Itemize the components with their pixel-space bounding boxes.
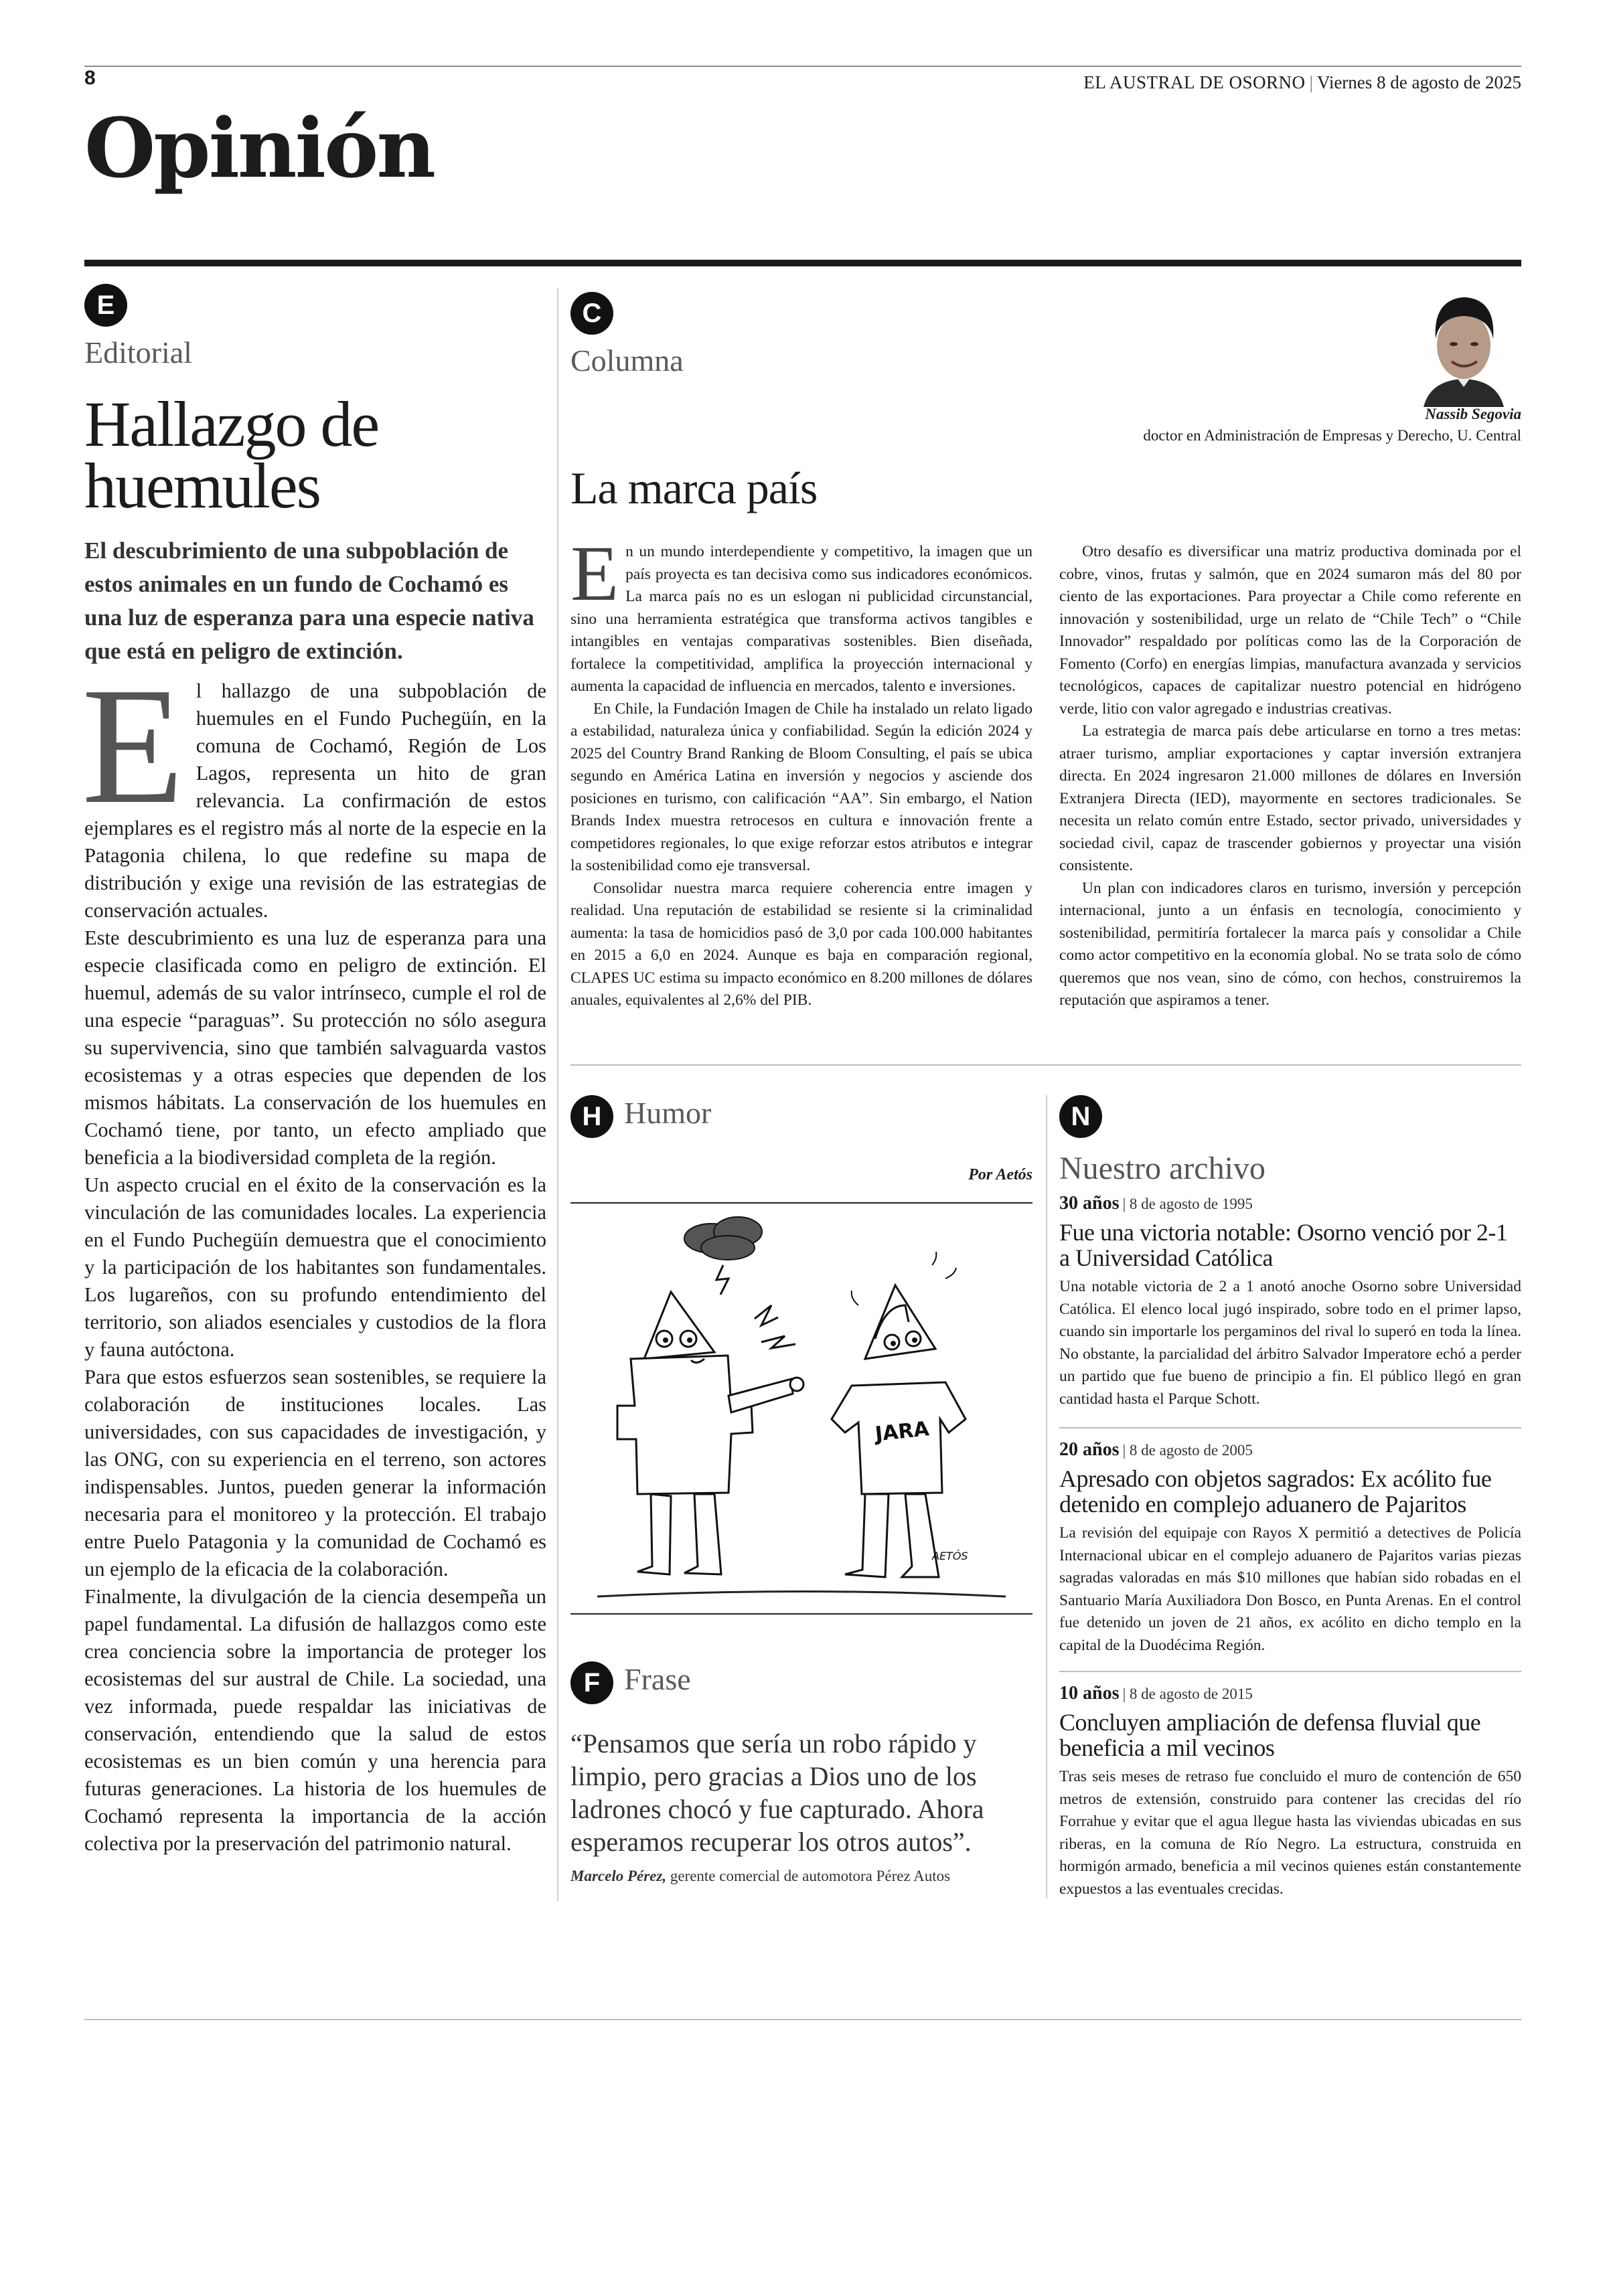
issue-date: Viernes 8 de agosto de 2025 xyxy=(1316,72,1521,92)
column-bottom-rule xyxy=(570,1064,1521,1066)
editorial-headline: Hallazgo de huemules xyxy=(84,388,379,521)
column-badge: C xyxy=(570,292,613,335)
page-number: 8 xyxy=(84,67,96,89)
editorial-badge: E xyxy=(84,284,127,327)
archive-headline: Fue una victoria notable: Osorno venció por 2-1 a Universidad Católica xyxy=(1059,1219,1508,1271)
archive-body: Tras seis meses de retraso fue concluido el muro de contención de 650 metros de extensión, construido para contener las crecidas del río Forrahue y evitar que el agua llegue hasta las viviendas ubicadas en sus riberas, en la comuna de Río Negro. La estructura, construida en hormigón armado, beneficia a mil vecinos quienes están constantemente expuestos a las eventuales crecidas. xyxy=(1059,1768,1521,1898)
editorial-dropcap: E xyxy=(82,653,184,839)
archive-kicker: Nuestro archivo xyxy=(1059,1151,1266,1186)
masthead xyxy=(1083,72,1521,93)
archive-divider xyxy=(1046,1095,1047,1898)
humor-kicker: Humor xyxy=(624,1096,712,1130)
archive-years: 30 años xyxy=(1059,1193,1120,1214)
column-headline: La marca país xyxy=(570,463,818,513)
archive-headline: Apresado con objetos sagrados: Ex acólito fue detenido en complejo aduanero de Pajaritos xyxy=(1059,1465,1492,1518)
section-rule xyxy=(84,260,1521,266)
editorial-paragraph: l hallazgo de una subpoblación de huemules en el Fundo Puchegüín, en la comuna de Cochamó, Región de Los Lagos, representa un hito de gran relevancia. La confirmación de estos ejemplares es el registro más al norte de la especie en la Patagonia chilena, lo que redefine su mapa de distribución y exige una revisión de las estrategias de conservación actuales. xyxy=(84,679,546,922)
author-name: Nassib Segovia xyxy=(1425,406,1521,422)
cartoon-signature: AETÓS xyxy=(932,1550,968,1562)
archive-years: 10 años xyxy=(1059,1683,1120,1704)
column-body-left xyxy=(570,529,1032,1012)
cartoon-top-rule xyxy=(570,1202,1032,1204)
archive-date-text: 8 de agosto de 2005 xyxy=(1129,1442,1253,1459)
masthead-separator: | xyxy=(1309,72,1313,92)
cartoon xyxy=(570,1205,1032,1607)
column-paragraph: Otro desafío es diversificar una matriz productiva dominada por el cobre, vinos, frutas y salmón, que en 2024 sumaron más del 80 por ciento de las exportaciones. Para proyectar a Chile como referente en innovación y sostenibilidad, urge un relato de “Chile Tech” o “Chile Innovador” respaldado por políticas como las de la Corporación de Fomento (Corfo) en energías limpias, manufactura avanzada y servicios tecnológicos, capaces de capitalizar nuestro potencial en hidrógeno verde, litio con valor agregado e industrias creativas. xyxy=(1059,543,1521,718)
column-body-right xyxy=(1059,541,1521,1012)
column-paragraph: La estrategia de marca país debe articularse en torno a tres metas: atraer turismo, ampliar exportaciones y captar inversión extranjera directa. En 2024 ingresaron 21.000 millones de dólares en Inversión Extranjera Directa (IED), mayormente en sectores tradicionales. Se necesita un relato común entre Estado, sector privado, universidades y sociedad civil, capaz de trascender gobiernos y proyectar una visión consistente. xyxy=(1059,722,1521,874)
archive-body: Una notable victoria de 2 a 1 anotó anoche Osorno sobre Universidad Católica. El elenco local jugó inspirado, sobre todo en el primer lapso, cuando sin importarle los pergaminos del rival lo superó en toda la línea. No obstante, la parcialidad del árbitro Salvador Imperatore echó a perder un partido que fue bueno de principio a fin. El público llegó en gran cantidad hasta el Parque Schott. xyxy=(1059,1278,1521,1408)
archive-years: 20 años xyxy=(1059,1439,1120,1460)
column-kicker: Columna xyxy=(570,343,684,378)
archive-date-text: 8 de agosto de 2015 xyxy=(1129,1686,1253,1702)
cartoon-illustration-icon xyxy=(570,1205,1032,1607)
archive-rule xyxy=(1059,1427,1521,1428)
cartoon-bottom-rule xyxy=(570,1613,1032,1615)
column-paragraph: Consolidar nuestra marca requiere coherencia entre imagen y realidad. Una reputación de estabilidad se resiente si la criminalidad aumenta: la tasa de homicidios pasó de 3,0 por cada 100.000 habitantes en 2015 a 6,0 en 2024. Aunque es baja en comparación regional, CLAPES UC estima su impacto económico en 8.200 millones de dólares anuales, equivalentes al 2,6% del PIB. xyxy=(570,879,1032,1009)
frase-role: gerente comercial de automotora Pérez Autos xyxy=(666,1868,951,1884)
editorial-body xyxy=(82,653,546,1858)
archive-date: | 8 de agosto de 1995 xyxy=(1122,1196,1253,1212)
author-portrait-icon xyxy=(1417,286,1511,407)
publication-name: EL AUSTRAL DE OSORNO xyxy=(1083,72,1306,92)
frase-quote: “Pensamos que sería un robo rápido y limpio, pero gracias a Dios uno de los ladrones chocó y fue capturado. Ahora esperamos recuperar los otros autos”. xyxy=(570,1728,984,1857)
archive-date-text: 8 de agosto de 1995 xyxy=(1129,1196,1253,1212)
archive-item xyxy=(1059,1193,1521,1410)
column-divider xyxy=(557,288,558,1901)
column-dropcap: E xyxy=(570,529,619,617)
section-title: Opinión xyxy=(84,100,435,196)
author-photo xyxy=(1417,286,1511,407)
frase-attribution xyxy=(570,1868,1039,1885)
editorial-lead: El descubrimiento de una subpoblación de estos animales en un fundo de Cochamó es una luz de esperanza para una especie nativa que está en peligro de extinción. xyxy=(84,538,534,664)
page-bottom-rule xyxy=(84,2019,1521,2020)
frase-author: Marcelo Pérez, xyxy=(570,1868,667,1884)
editorial-paragraph: Finalmente, la divulgación de la ciencia desempeña un papel fundamental. La difusión de hallazgos como este crea conciencia sobre la importancia de proteger los ecosistemas del sur austral de Chile. La sociedad, una vez informada, puede respaldar las iniciativas de conservación, entendiendo que la salud de estos ecosistemas es un bien común y una herencia para futuras generaciones. La historia de los huemules de Cochamó representa la importancia de la acción colectiva por la preservación del patrimonio natural. xyxy=(84,1585,546,1855)
editorial-paragraph: Este descubrimiento es una luz de esperanza para una especie clasificada como en peligro de extinción. El huemul, además de su valor intrínseco, cumple el rol de una especie “paraguas”. Su protección no sólo asegura su supervivencia, sino que también salvaguarda vastos ecosistemas y a otras especies que dependen de los mismos hábitats. La conservación de los huemules en Cochamó tiene, por tanto, un efecto ampliado que beneficia a la biodiversidad completa de la región. xyxy=(84,926,546,1169)
editorial-kicker: Editorial xyxy=(84,335,192,370)
editorial-paragraph: Para que estos esfuerzos sean sostenibles, se requiere la colaboración de instituciones locales. Las universidades, con sus capacidades de investigación, y las ONG, con su experiencia en el terreno, son actores indispensables. Juntos, pueden generar la información necesaria para el monitoreo y la protección. El trabajo entre Puelo Patagonia y la comunidad de Cochamó es un ejemplo de la eficacia de la colaboración. xyxy=(84,1366,546,1580)
editorial-paragraph: Un aspecto crucial en el éxito de la conservación es la vinculación de las comunidades locales. La experiencia en el Fundo Puchegüín demuestra que el conocimiento y la participación de los habitantes son fundamentales. Los lugareños, con su profundo entendimiento del territorio, son aliados esenciales y custodios de la flora y fauna autóctona. xyxy=(84,1173,546,1361)
humor-byline: Por Aetós xyxy=(968,1166,1032,1183)
archive-rule xyxy=(1059,1671,1521,1672)
archive-date: | 8 de agosto de 2005 xyxy=(1122,1442,1253,1459)
archive-body: La revisión del equipaje con Rayos X permitió a detectives de Policía Internacional ubicar en el complejo aduanero de Pajaritos varias piezas sagradas valoradas en más $10 millones que habían sido robadas en el Santuario María Auxiliadora Don Bosco, en Punta Arenas. En el control fue detenido un joven de 21 años, ex acólito en dicho templo en la capital de la Duodécima Región. xyxy=(1059,1524,1521,1654)
column-paragraph: n un mundo interdependiente y competitivo, la imagen que un país proyecta es tan decisiva como sus indicadores económicos. La marca país no es un eslogan ni publicidad circunstancial, sino una herramienta estratégica que transforma activos tangibles e intangibles en ventajas comparativas sostenibles. Bien diseñada, fortalece la competitividad, amplifica la proyección internacional y aumenta la capacidad de influencia en mercados, talento e inversiones. xyxy=(570,543,1032,695)
column-paragraph: Un plan con indicadores claros en turismo, inversión y percepción internacional, junto a un énfasis en tecnología, conocimiento y sostenibilidad, permitiría fortalecer la marca país y consolidar a Chile como actor competitivo en la economía global. No se trata solo de cómo queremos que nos vean, sino de cómo, con hechos, construiremos la reputación que aspiramos a tener. xyxy=(1059,879,1521,1009)
top-rule xyxy=(84,66,1521,67)
frase-kicker: Frase xyxy=(624,1662,691,1696)
archive-badge: N xyxy=(1059,1095,1102,1138)
archive-date: | 8 de agosto de 2015 xyxy=(1122,1686,1253,1702)
frase-badge: F xyxy=(570,1661,613,1704)
archive-item xyxy=(1059,1683,1521,1900)
archive-item xyxy=(1059,1439,1521,1657)
cartoon-shirt-text: JARA xyxy=(874,1417,931,1447)
author-role: doctor en Administración de Empresas y Derecho, U. Central xyxy=(1143,427,1521,444)
column-paragraph: En Chile, la Fundación Imagen de Chile ha instalado un relato ligado a estabilidad, naturaleza única y confiabilidad. Según la edición 2024 y 2025 del Country Brand Ranking de Bloom Consulting, el país se ubica segundo en América Latina en inversión y negocios y asciende dos posiciones en turismo, con calificación “AA”. Sin embargo, el Nation Brands Index muestra retrocesos en cultura e innovación frente a competidores regionales, lo que exige reforzar estos atributos e integrar la sostenibilidad como eje transversal. xyxy=(570,700,1032,874)
archive-headline: Concluyen ampliación de defensa fluvial que beneficia a mil vecinos xyxy=(1059,1709,1481,1761)
humor-badge: H xyxy=(570,1095,613,1138)
